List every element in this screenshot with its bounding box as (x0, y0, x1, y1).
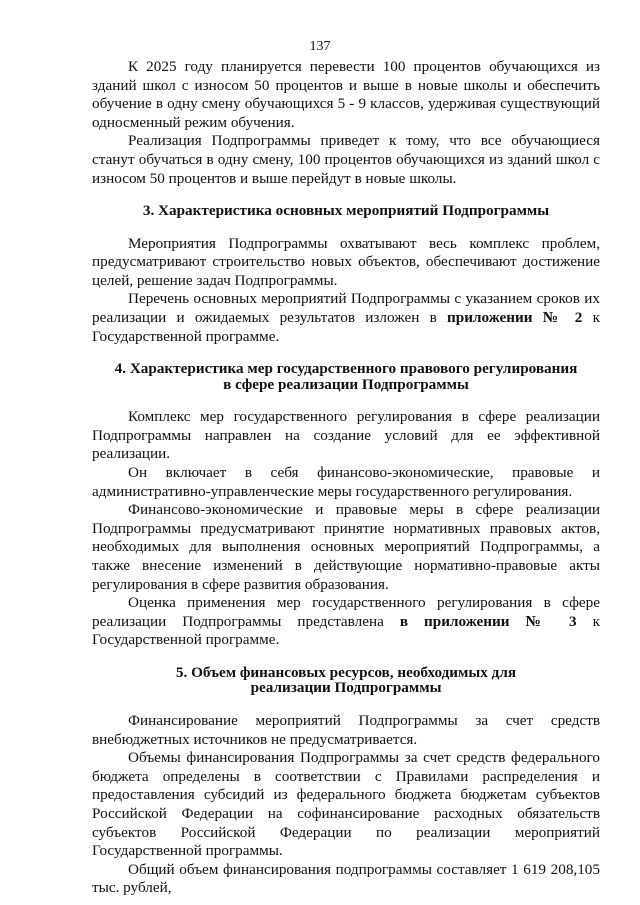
paragraph-1: К 2025 году планируется перевести 100 процентов обучающихся из зданий школ с износом 50 процентов и выше в новые школы и обеспечить обучение в одну смену обучающихся 5 - 9 классов, удерживая существующий односменный режим обучения. (92, 58, 600, 131)
paragraph-11: Общий объем финансирования подпрограммы составляет 1 619 208,105 тыс. рублей, (92, 860, 600, 897)
appendix-2-reference: приложении № 2 (447, 309, 583, 327)
section-4-heading: 4. Характеристика мер государственного правового регулирования в сфере реализации Подпрограммы (114, 360, 578, 393)
appendix-3-reference: в приложении № 3 (399, 612, 577, 630)
paragraph-6: Он включает в себя финансово-экономические, правовые и административно-управленческие меры государственного регулирования. (92, 464, 600, 500)
page-number: 137 (309, 39, 331, 54)
section-5-heading: 5. Объем финансовых ресурсов, необходимых для реализации Подпрограммы (175, 663, 517, 697)
section-3-heading: 3. Характеристика основных мероприятий Подпрограммы (142, 202, 550, 220)
paragraph-8: Оценка применения мер государственного регулирования в сфере реализации Подпрограммы представлена в приложении № 3 к Государственной программе. (92, 594, 600, 649)
paragraph-7: Финансово-экономические и правовые меры в сфере реализации Подпрограммы предусматривают принятие нормативных правовых актов, необходимых для выполнения основных мероприятий Подпрограммы, а также внесение изменений в действующие нормативно-правовые акты регулирования в сфере развития образования. (92, 501, 600, 593)
paragraph-2: Реализация Подпрограммы приведет к тому, что все обучающиеся станут обучаться в одну смену, 100 процентов обучающихся из зданий школ с износом 50 процентов и выше перейдут в новые школы. (92, 132, 600, 187)
paragraph-3: Мероприятия Подпрограммы охватывают весь комплекс проблем, предусматривают строительство новых объектов, обеспечивают достижение целей, решение задач Подпрограммы. (92, 234, 600, 289)
paragraph-4: Перечень основных мероприятий Подпрограммы с указанием сроков их реализации и ожидаемых результатов изложен в приложении № 2 к Государственной программе. (92, 290, 600, 345)
paragraph-10: Объемы финансирования Подпрограммы за счет средств федерального бюджета определены в соответствии с Правилами распределения и предоставления субсидий из федерального бюджета бюджетам субъектов Российской Федерации на софинансирование расходных обязательств субъектов Российской Федерации по реализации мероприятий Государственной программы. (92, 749, 600, 860)
document-body (92, 58, 600, 898)
paragraph-9: Финансирование мероприятий Подпрограммы за счет средств внебюджетных источников не предусматривается. (92, 711, 600, 748)
paragraph-5: Комплекс мер государственного регулирования в сфере реализации Подпрограммы направлен на создание условий для ее эффективной реализации. (92, 408, 600, 463)
